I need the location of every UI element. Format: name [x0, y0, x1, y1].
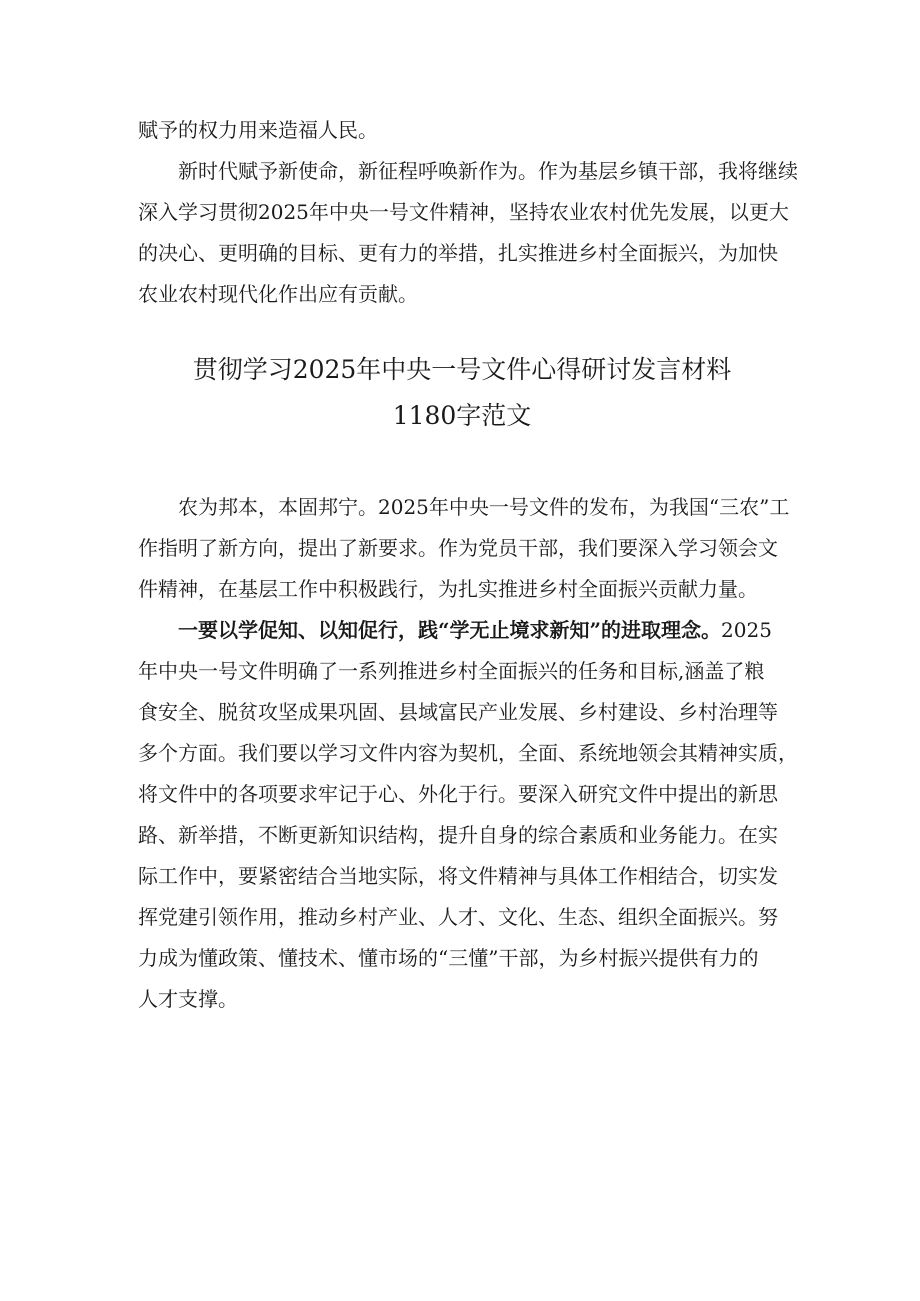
text-line: 际工作中，要紧密结合当地实际，将文件精神与具体工作相结合，切实发 — [138, 864, 778, 888]
text-line: 农为邦本，本固邦宁。2025年中央一号文件的发布，为我国“三农”工 — [138, 495, 790, 519]
conclusion-paragraph — [138, 151, 798, 315]
text-line: 作指明了新方向，提出了新要求。作为党员干部，我们要深入学习领会文 — [138, 536, 778, 560]
text-line: 新时代赋予新使命，新征程呼唤新作为。作为基层乡镇干部，我将继续 — [138, 159, 798, 183]
text-line: 的决心、更明确的目标、更有力的举措，扎实推进乡村全面振兴，为加快 — [138, 241, 778, 265]
text-line: 农业农村现代化作出应有贡献。 — [138, 282, 418, 306]
text-line: 将文件中的各项要求牢记于心、外化于行。要深入研究文件中提出的新思 — [138, 782, 778, 806]
text-line: 件精神，在基层工作中积极践行，为扎实推进乡村全面振兴贡献力量。 — [138, 577, 758, 601]
title-line: 贯彻学习2025年中央一号文件心得研讨发言材料 — [192, 355, 732, 384]
intro-paragraph — [138, 487, 790, 610]
point-one-paragraph — [138, 610, 798, 1020]
text-line: 力成为懂政策、懂技术、懂市场的“三懂”干部，为乡村振兴提供有力的 — [138, 946, 759, 970]
title-line: 1180字范文 — [392, 401, 532, 430]
point-heading: 一要以学促知、以知促行，践“学无止境求新知”的进取理念。 — [138, 618, 722, 642]
text-line: 食安全、脱贫攻坚成果巩固、县域富民产业发展、乡村建设、乡村治理等 — [138, 700, 778, 724]
document-page — [138, 110, 798, 1020]
continuation-paragraph — [138, 110, 786, 151]
text-line: 赋予的权力用来造福人民。 — [138, 118, 378, 142]
text-line: 人才支撑。 — [138, 987, 238, 1011]
text-line: 多个方面。我们要以学习文件内容为契机，全面、系统地领会其精神实质， — [138, 741, 798, 765]
document-title — [138, 347, 786, 439]
heading-tail: 2025 — [721, 618, 772, 642]
text-line: 年中央一号文件明确了一系列推进乡村全面振兴的任务和目标,涵盖了粮 — [138, 659, 765, 683]
text-line: 路、新举措，不断更新知识结构，提升自身的综合素质和业务能力。在实 — [138, 823, 778, 847]
text-line: 挥党建引领作用，推动乡村产业、人才、文化、生态、组织全面振兴。努 — [138, 905, 778, 929]
text-line: 深入学习贯彻2025年中央一号文件精神，坚持农业农村优先发展，以更大 — [138, 200, 789, 224]
text-line — [138, 610, 786, 651]
